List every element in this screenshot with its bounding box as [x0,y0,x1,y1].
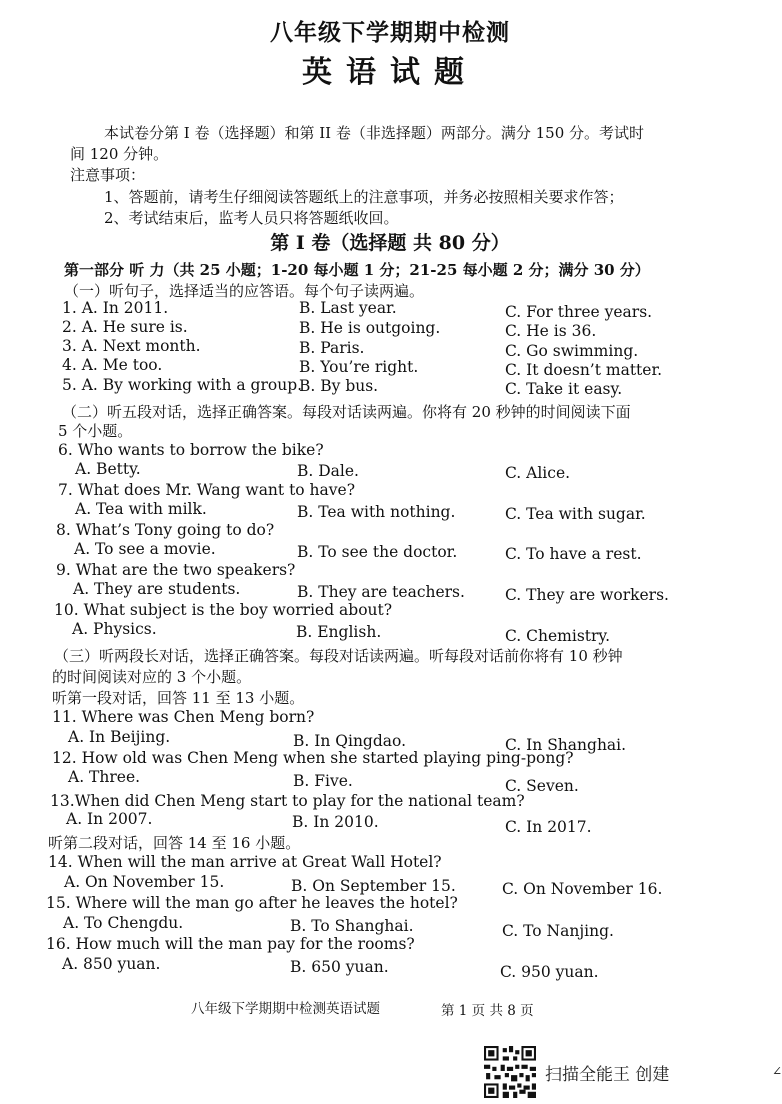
dialog-1-instruction: 听第一段对话，回答 11 至 13 小题。 [52,689,305,707]
question-14-option-b: B. On September 15. [291,877,456,895]
question-14-option-a: A. On November 15. [64,873,225,891]
question-16-option-c: C. 950 yuan. [500,963,599,981]
item-1-option-b: B. Last year. [299,299,397,317]
footer-exam-name: 八年级下学期期中检测英语试题 [191,1001,380,1017]
question-15-option-a: A. To Chengdu. [63,914,184,932]
question-7-option-c: C. Tea with sugar. [505,505,646,523]
subsection-1-instruction: （一）听句子，选择适当的应答语。每个句子读两遍。 [64,282,425,300]
question-8: 8. What’s Tony going to do? [56,521,275,539]
question-9-option-c: C. They are workers. [505,586,669,604]
notes-label: 注意事项： [70,166,146,184]
question-6-option-c: C. Alice. [505,464,571,482]
question-13-option-c: C. In 2017. [505,818,592,836]
subsection-3-instruction-line-2: 的时间阅读对应的 3 个小题。 [52,668,252,686]
question-15-option-b: B. To Shanghai. [290,917,414,935]
item-5-option-b: B. By bus. [299,377,379,395]
question-10-option-b: B. English. [296,623,382,641]
item-5-option-c: C. Take it easy. [505,380,623,398]
question-8-option-c: C. To have a rest. [505,545,642,563]
section-1-title: 第 I 卷（选择题 共 80 分） [270,232,510,254]
question-11-option-c: C. In Shanghai. [505,736,627,754]
item-4-option-c: C. It doesn’t matter. [505,361,663,379]
exam-title-subject: 英语试题 [302,55,478,90]
question-7-option-b: B. Tea with nothing. [297,503,456,521]
note-1: 1、答题前，请考生仔细阅读答题纸上的注意事项，并务必按照相关要求作答； [104,188,624,206]
footer-page-number: 第 1 页 共 8 页 [441,1003,534,1019]
question-11-option-a: A. In Beijing. [68,728,171,746]
question-7: 7. What does Mr. Wang want to have? [58,481,356,499]
question-12-option-a: A. Three. [68,768,141,786]
question-11: 11. Where was Chen Meng born? [52,708,315,726]
question-8-option-b: B. To see the doctor. [297,543,458,561]
subsection-2-instruction-line-1: （二）听五段对话，选择正确答案。每段对话读两遍。你将有 20 秒钟的时间阅读下面 [62,403,631,421]
question-14: 14. When will the man arrive at Great Wall Hotel? [48,853,442,871]
question-15-option-c: C. To Nanjing. [502,922,614,940]
question-9-option-a: A. They are students. [73,580,241,598]
item-2-option-a: 2. A. He sure is. [62,318,188,336]
item-4-option-b: B. You’re right. [299,358,419,376]
question-16: 16. How much will the man pay for the rooms? [46,935,415,953]
intro-line-1: 本试卷分第 I 卷（选择题）和第 II 卷（非选择题）两部分。满分 150 分。考试时 [104,124,645,142]
item-3-option-a: 3. A. Next month. [62,337,201,355]
question-10-option-c: C. Chemistry. [505,627,611,645]
dialog-2-instruction: 听第二段对话，回答 14 至 16 小题。 [48,834,301,852]
exam-title-grade: 八年级下学期期中检测 [270,19,510,46]
item-1-option-a: 1. A. In 2011. [62,299,169,317]
question-11-option-b: B. In Qingdao. [293,732,406,750]
question-10: 10. What subject is the boy worried about? [54,601,393,619]
question-16-option-b: B. 650 yuan. [290,958,389,976]
question-7-option-a: A. Tea with milk. [75,500,207,518]
question-6: 6. Who wants to borrow the bike? [58,441,324,459]
qr-code-icon [484,1046,536,1098]
question-8-option-a: A. To see a movie. [74,540,216,558]
question-9-option-b: B. They are teachers. [297,583,465,601]
question-6-option-b: B. Dale. [297,462,359,480]
item-4-option-a: 4. A. Me too. [62,356,163,374]
question-16-option-a: A. 850 yuan. [62,955,161,973]
intro-line-2: 间 120 分钟。 [70,145,169,163]
question-12: 12. How old was Chen Meng when she started playing ping-pong? [52,749,574,767]
question-12-option-b: B. Five. [293,772,353,790]
part-1-title: 第一部分 听 力（共 25 小题；1-20 每小题 1 分；21-25 每小题 2 分；满分 30 分） [64,261,650,279]
item-1-option-c: C. For three years. [505,303,653,321]
note-2: 2、考试结束后，监考人员只将答题纸收回。 [104,209,399,227]
question-6-option-a: A. Betty. [75,460,141,478]
item-3-option-c: C. Go swimming. [505,342,639,360]
question-12-option-c: C. Seven. [505,777,579,795]
question-13-option-b: B. In 2010. [292,813,379,831]
subsection-2-instruction-line-2: 5 个小题。 [58,422,133,440]
corner-mark: ∠ [772,1064,782,1078]
question-15: 15. Where will the man go after he leaves the hotel? [46,894,458,912]
question-14-option-c: C. On November 16. [502,880,663,898]
question-9: 9. What are the two speakers? [56,561,296,579]
subsection-3-instruction-line-1: （三）听两段长对话，选择正确答案。每段对话读两遍。听每段对话前你将有 10 秒钟 [54,647,623,665]
item-3-option-b: B. Paris. [299,339,365,357]
question-10-option-a: A. Physics. [72,620,157,638]
item-2-option-b: B. He is outgoing. [299,319,441,337]
item-5-option-a: 5. A. By working with a group. [62,376,303,394]
item-2-option-c: C. He is 36. [505,322,597,340]
question-13-option-a: A. In 2007. [66,810,153,828]
scanner-watermark-label: 扫描全能王 创建 [545,1065,670,1085]
question-13: 13.When did Chen Meng start to play for the national team? [50,792,525,810]
